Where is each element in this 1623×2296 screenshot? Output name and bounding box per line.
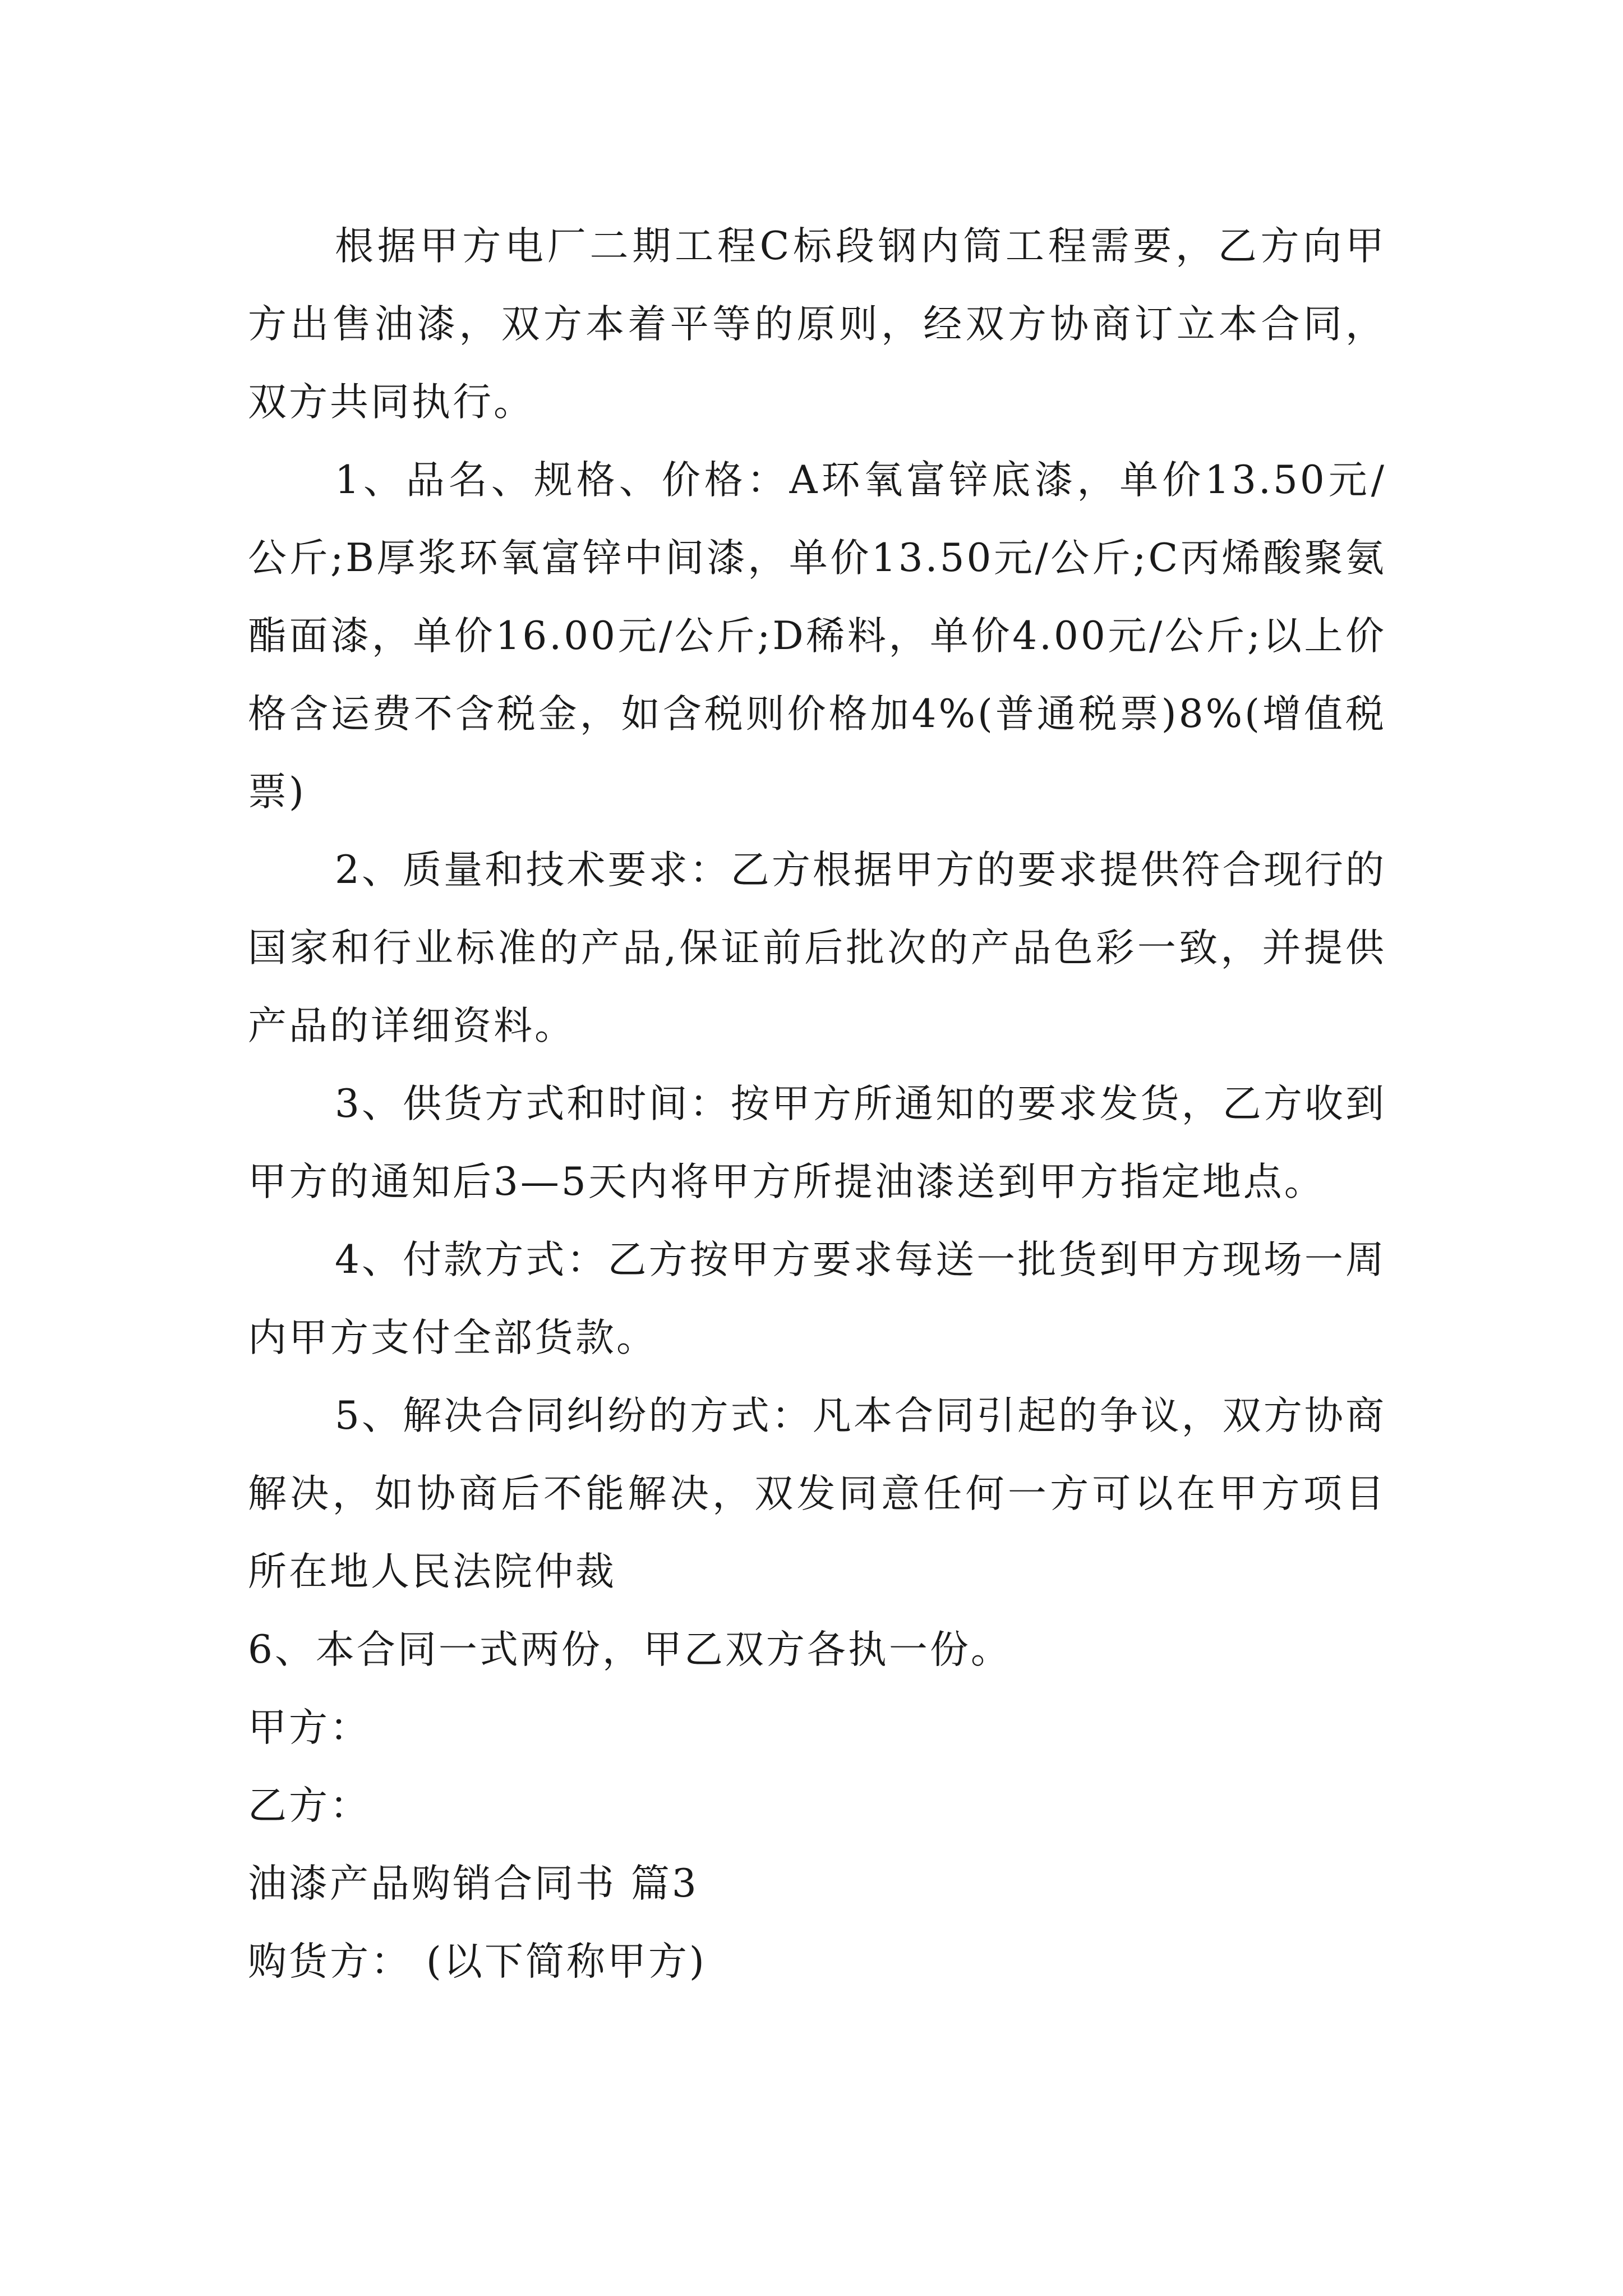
clause-1-price: 1、品名、规格、价格：A环氧富锌底漆，单价13.50元/公斤;B厚浆环氧富锌中间漆，单价13.50元/公斤;C丙烯酸聚氨酯面漆，单价16.00元/公斤;D稀料，单价4.00元/公斤;以上价格含运费不含税金，如含税则价格加4%(普通税票)8%(增值税票): [248, 458, 1386, 815]
contract-body: [248, 208, 1386, 2001]
section-heading: 油漆产品购销合同书 篇3: [248, 1861, 699, 1906]
clause-4-payment: 4、付款方式：乙方按甲方要求每送一批货到甲方现场一周内甲方支付全部货款。: [248, 1237, 1386, 1360]
intro-paragraph: 根据甲方电厂二期工程C标段钢内筒工程需要，乙方向甲方出售油漆，双方本着平等的原则，经双方协商订立本合同，双方共同执行。: [248, 224, 1386, 425]
buyer-label: 购货方： (以下简称甲方): [248, 1939, 707, 1984]
clause-5-disputes: 5、解决合同纠纷的方式：凡本合同引起的争议，双方协商解决，如协商后不能解决，双发同意任何一方可以在甲方项目所在地人民法院仲裁: [248, 1393, 1386, 1594]
clause-6-copies: 6、本合同一式两份，甲乙双方各执一份。: [248, 1627, 1012, 1672]
party-b-signature-label: 乙方：: [248, 1783, 371, 1828]
clause-2-quality: 2、质量和技术要求：乙方根据甲方的要求提供符合现行的国家和行业标准的产品,保证前后批次的产品色彩一致，并提供产品的详细资料。: [248, 848, 1386, 1048]
party-a-signature-label: 甲方：: [248, 1705, 371, 1750]
clause-3-delivery: 3、供货方式和时间：按甲方所通知的要求发货，乙方收到甲方的通知后3—5天内将甲方所提油漆送到甲方指定地点。: [248, 1082, 1386, 1204]
